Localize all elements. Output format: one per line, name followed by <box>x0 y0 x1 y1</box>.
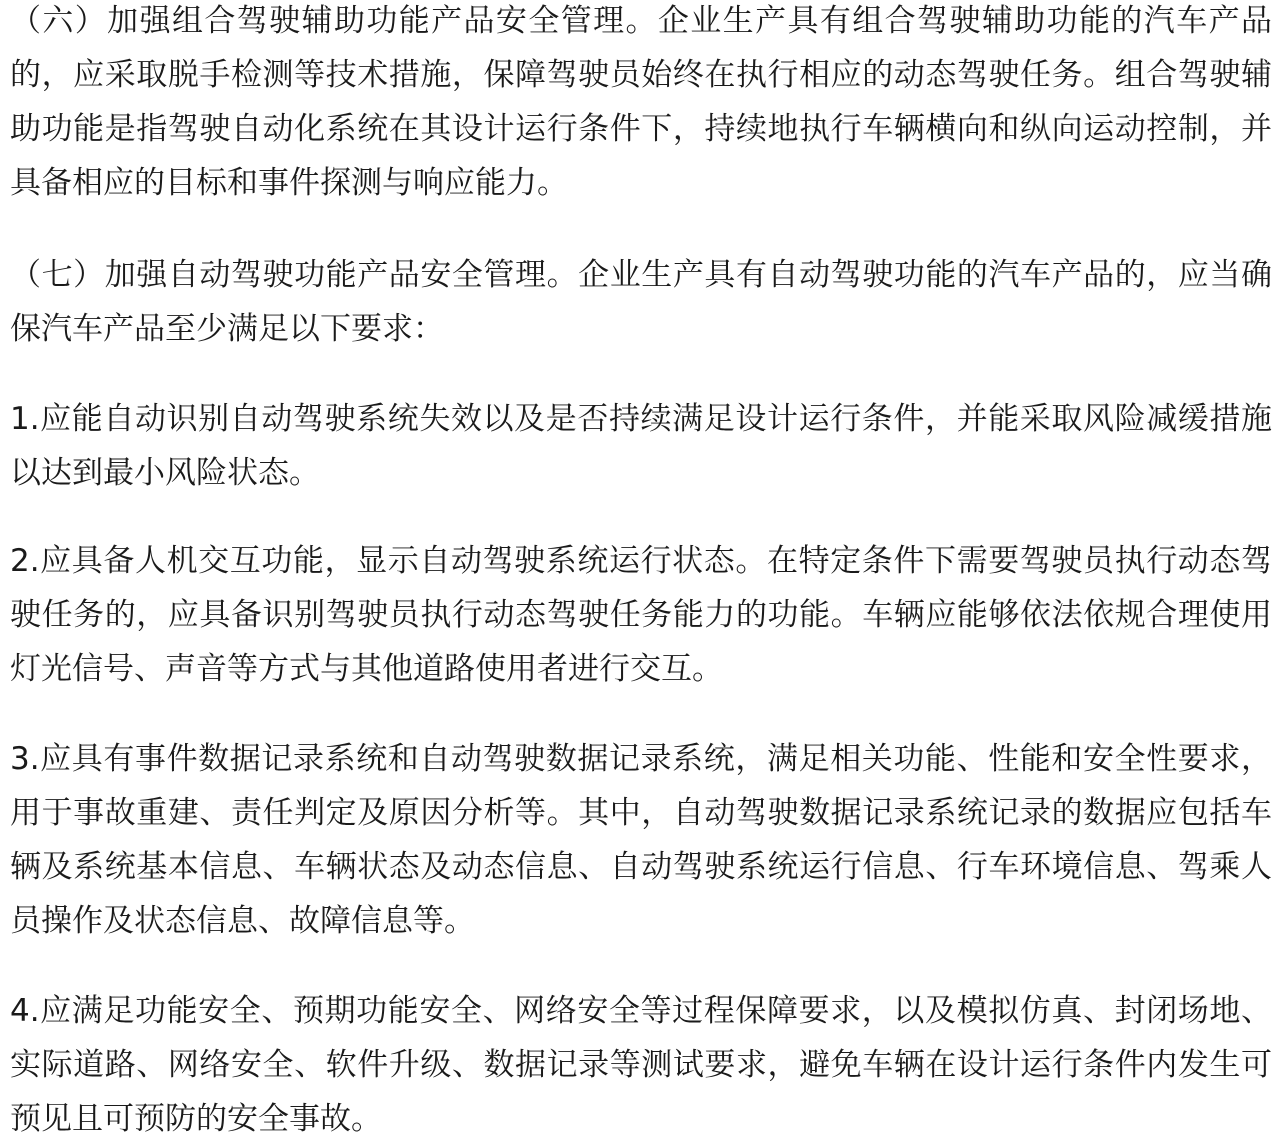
paragraph-assisted-driving: （六）加强组合驾驶辅助功能产品安全管理。企业生产具有组合驾驶辅助功能的汽车产品的，应采取脱手检测等技术措施，保障驾驶员始终在执行相应的动态驾驶任务。组合驾驶辅助功能是指驾驶自动化系统在其设计运行条件下，持续地执行车辆横向和纵向运动控制，并具备相应的目标和事件探测与响应能力。 <box>10 3 1272 201</box>
paragraph-autonomous-driving: （七）加强自动驾驶功能产品安全管理。企业生产具有自动驾驶功能的汽车产品的，应当确保汽车产品至少满足以下要求： <box>10 257 1272 347</box>
requirement-item-1: 1.应能自动识别自动驾驶系统失效以及是否持续满足设计运行条件，并能采取风险减缓措施以达到最小风险状态。 <box>10 401 1272 491</box>
requirement-item-4: 4.应满足功能安全、预期功能安全、网络安全等过程保障要求，以及模拟仿真、封闭场地、实际道路、网络安全、软件升级、数据记录等测试要求，避免车辆在设计运行条件内发生可预见且可预防的安全事故。 <box>10 993 1272 1137</box>
requirement-item-3: 3.应具有事件数据记录系统和自动驾驶数据记录系统，满足相关功能、性能和安全性要求，用于事故重建、责任判定及原因分析等。其中，自动驾驶数据记录系统记录的数据应包括车辆及系统基本信息、车辆状态及动态信息、自动驾驶系统运行信息、行车环境信息、驾乘人员操作及状态信息、故障信息等。 <box>10 741 1272 939</box>
requirement-item-2: 2.应具备人机交互功能，显示自动驾驶系统运行状态。在特定条件下需要驾驶员执行动态驾驶任务的，应具备识别驾驶员执行动态驾驶任务能力的功能。车辆应能够依法依规合理使用灯光信号、声音等方式与其他道路使用者进行交互。 <box>10 543 1272 687</box>
